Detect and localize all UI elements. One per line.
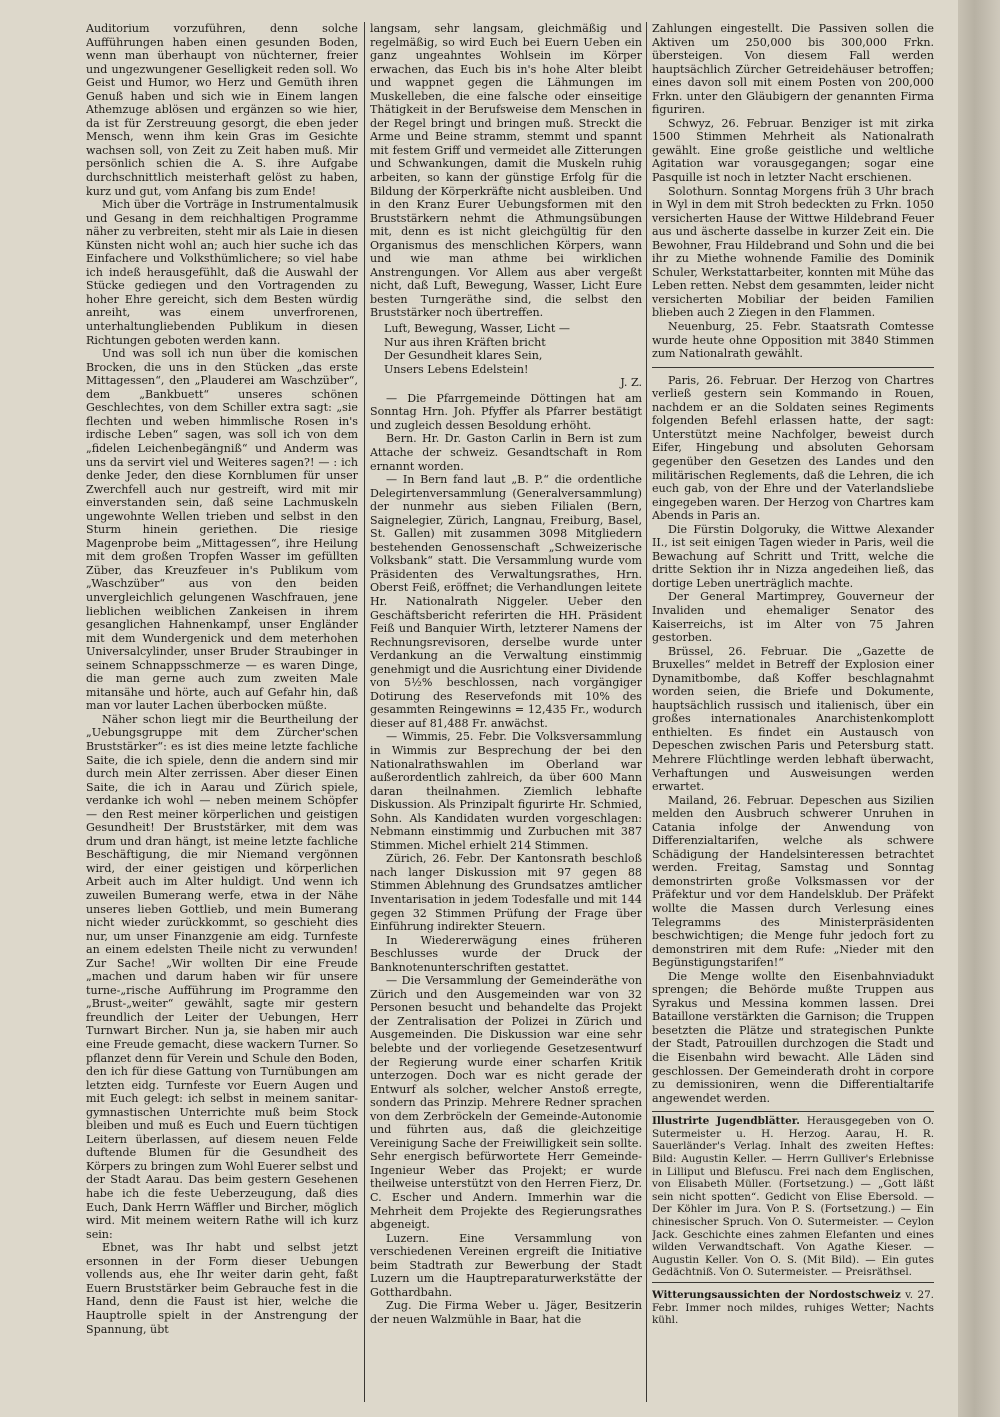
paragraph: Ebnet, was Ihr habt und selbst jetzt ersonnen in der Form dieser Uebungen vollends aus, ehe Ihr weiter darin geht, faßt Euern Bruststärker beim Gebrauche fest in die Hand, denn die Faust ist hier, welche die Hauptrolle spielt in der Anstrengung der Spannung, übt xyxy=(86,1241,358,1336)
poem-line: Der Gesundheit klares Sein, xyxy=(384,349,543,363)
section-divider xyxy=(652,367,934,368)
book-notice-body: Herausgegeben von O. Sutermeister u. H. Herzog. Aarau, H. R. Sauerländer's Verlag. Inhalt des zweiten Heftes: Bild: Augustin Keller. — Herrn Gulliver's Erlebnisse in Lilliput und Blefuscu. Frei nach dem Englischen, von Elisabeth Müller. (Fortsetzung.) — „Gott läßt sein nicht spotten“. Gedicht von Elise Ebersold. — Der Köhler im Jura. Von P. S. (Fortsetzung.) — Ein chinesischer Spruch. Von O. Sutermeister. — Ceylon Jack. Geschichte eines zahmen Elefanten und eines wilden Verwandtschaft. Von Agathe Kieser. — Augustin Keller. Von O. S. (Mit Bild). — Ein gutes Gedächtniß. Von O. Sutermeister. — Preisräthsel. xyxy=(652,1115,934,1279)
paragraph: Zug. Die Firma Weber u. Jäger, Besitzerin der neuen Walzmühle in Baar, hat die xyxy=(370,1299,642,1326)
paragraph: Mailand, 26. Februar. Depeschen aus Sizilien melden den Ausbruch schwerer Unruhen in Catania infolge der Anwendung von Differenzialtarifen, welche als schwere Schädigung der Handelsinteressen betrachtet werden. Freitag, Samstag und Sonntag demonstrirten große Volksmassen vor der Präfektur und vor dem Handelsklub. Der Präfekt wollte die Massen durch Verlesung eines Telegramms des Ministerpräsidenten beschwichtigen; die Menge fuhr jedoch fort zu demonstriren mit dem Rufe: „Nieder mit den Begünstigungstarifen!“ xyxy=(652,793,934,970)
poem-signature: J. Z. xyxy=(620,376,642,390)
paragraph: Mich über die Vorträge in Instrumentalmusik und Gesang in dem reichhaltigen Programme näher zu verbreiten, steht mir als Laie in diesen Künsten nicht wohl an; auch hier suche ich das Einfachere und Volksthümlichere; so viel habe ich indeß herausgefühlt, daß die Auswahl der Stücke gediegen und den Vortragenden zu hoher Ehre gereicht, sich dem Besten würdig anreiht, was einem unverfrorenen, unterhaltungliebenden Publikum in diesen Richtungen geboten werden kann. xyxy=(86,198,358,347)
column-1 xyxy=(86,22,358,1402)
poem-line: Luft, Bewegung, Wasser, Licht — xyxy=(384,322,570,336)
paragraph: — Wimmis, 25. Febr. Die Volksversammlung in Wimmis zur Besprechung der bei den Nationalrathswahlen im Oberland war außerordentlich zahlreich, da über 600 Mann daran theilnahmen. Ziemlich lebhafte Diskussion. Als Prinzipalt figurirte Hr. Schmied, Sohn. Als Kandidaten wurden vorgeschlagen: Nebmann einstimmig und Zurbuchen mit 387 Stimmen. Michel erhielt 214 Stimmen. xyxy=(370,730,642,852)
column-3 xyxy=(652,22,934,1402)
weather-forecast xyxy=(652,1289,934,1327)
paragraph: Neuenburg, 25. Febr. Staatsrath Comtesse wurde heute ohne Opposition mit 3840 Stimmen zum Nationalrath gewählt. xyxy=(652,320,934,361)
paragraph: Brüssel, 26. Februar. Die „Gazette de Bruxelles“ meldet in Betreff der Explosion einer Dynamitbombe, daß Koffer beschlagnahmt worden seien, die Briefe und Dokumente, hauptsächlich russisch und italienisch, über ein großes internationales Anarchistenkomplott enthielten. Es findet ein Austausch von Depeschen zwischen Paris und Petersburg statt. Mehrere Flüchtlinge werden lebhaft überwacht, Verhaftungen und Ausweisungen werden erwartet. xyxy=(652,644,934,794)
weather-body: v. 27. Febr. Immer noch mildes, ruhiges Wetter; Nachts kühl. xyxy=(652,1288,934,1327)
paragraph: — Die Versammlung der Gemeinderäthe von Zürich und den Ausgemeinden war von 32 Personen besucht und behandelte das Projekt der Zentralisation der Polizei in Zürich und Ausgemeinden. Die Diskussion war eine sehr belebte und der vorliegende Gesetzesentwurf der Regierung wurde einer scharfen Kritik unterzogen. Doch war es nicht gerade der Entwurf als solcher, welcher Anstoß erregte, sondern das Prinzip. Mehrere Redner sprachen von dem Zerbröckeln der Gemeinde-Autonomie und führten aus, daß die gleichzeitige Vereinigung Sache der Freiwilligkeit sein sollte. Sehr energisch befürwortete Herr Gemeinde-Ingenieur Weber das Projekt; er wurde theilweise unterstützt von den Herren Fierz, Dr. C. Escher und Andern. Immerhin war die Mehrheit dem Projekte des Regierungsrathes abgeneigt. xyxy=(370,974,642,1232)
paragraph: Auditorium vorzuführen, denn solche Aufführungen haben einen gesunden Boden, wenn man überhaupt von nüchterner, freier und ungezwungener Geselligkeit reden soll. Wo Geist und Humor, wo Herz und Gemüth ihren Genuß haben und sich wie in Einem langen Athemzuge ablösen und ergänzen so wie hier, da ist für Zerstreuung gesorgt, die eben jeder Mensch, wenn ihm kein Gras im Gesichte wachsen soll, von Zeit zu Zeit haben muß. Mir persönlich schien die A. S. ihre Aufgabe durchschnittlich meisterhaft gelöst zu haben, kurz und gut, vom Anfang bis zum Ende! xyxy=(86,22,358,198)
poem-line: Unsers Lebens Edelstein! xyxy=(384,362,529,376)
paragraph: Zürich, 26. Febr. Der Kantonsrath beschloß nach langer Diskussion mit 97 gegen 88 Stimmen Ablehnung des Grundsatzes amtlicher Inventarisation in jedem Todesfalle und mit 144 gegen 32 Stimmen Prüfung der Frage über Einführung indirekter Steuern. xyxy=(370,852,642,934)
paragraph: Zahlungen eingestellt. Die Passiven sollen die Aktiven um 250,000 bis 300,000 Frkn. übersteigen. Von diesem Fall werden hauptsächlich Zürcher Getreidehäuser betroffen; eines davon soll mit einem Posten von 200,000 Frkn. unter den Gläubigern der genannten Firma figuriren. xyxy=(652,22,934,117)
book-notice-title: Illustrirte Jugendblätter. xyxy=(652,1115,800,1128)
paragraph: Die Fürstin Dolgoruky, die Wittwe Alexander II., ist seit einigen Tagen wieder in Paris, weil die Bewachung auf Schritt und Tritt, welche die dritte Sektion ihr in Nizza angedeihen ließ, das dortige Leben unerträglich machte. xyxy=(652,522,934,590)
paragraph: Luzern. Eine Versammlung von verschiedenen Vereinen ergreift die Initiative beim Stadtrath zur Bewerbung der Stadt Luzern um die Hauptreparaturwerkstätte der Gotthardbahn. xyxy=(370,1231,642,1299)
column-2 xyxy=(370,22,642,1402)
paragraph: Solothurn. Sonntag Morgens früh 3 Uhr brach in Wyl in dem mit Stroh bedeckten zu Frkn. 1050 versicherten Hause der Wittwe Hildebrand Feuer aus und äscherte dasselbe in kurzer Zeit ein. Die Bewohner, Frau Hildebrand und Sohn und die bei ihr zu Miethe wohnende Familie des Dominik Schuler, Werkstattarbeiter, konnten mit Mühe das Leben retten. Nebst dem gesammten, leider nicht versicherten Mobiliar der beiden Familien blieben auch 2 Ziegen in den Flammen. xyxy=(652,184,934,320)
book-notice xyxy=(652,1111,934,1283)
poem xyxy=(384,322,642,390)
paragraph: Die Menge wollte den Eisenbahnviadukt sprengen; die Behörde mußte Truppen aus Syrakus und Messina kommen lassen. Drei Bataillone verstärkten die Garnison; die Truppen besetzten die Plätze und strategischen Punkte der Stadt, Patrouillen durchzogen die Stadt und die Eisenbahn wird bewacht. Alle Läden sind geschlossen. Der Gemeinderath droht in corpore zu demissioniren, wenn die Differentialtarife angewendet werden. xyxy=(652,969,934,1105)
paragraph: Der General Martimprey, Gouverneur der Invaliden und ehemaliger Senator des Kaiserreichs, ist im Alter von 75 Jahren gestorben. xyxy=(652,590,934,645)
poem-line: Nur aus ihren Kräften bricht xyxy=(384,335,546,349)
column-rule-right xyxy=(646,22,647,1402)
paragraph: — In Bern fand laut „B. P.“ die ordentliche Delegirtenversammlung (Generalversammlung) der nunmehr aus sieben Filialen (Bern, Saignelegier, Zürich, Langnau, Freiburg, Basel, St. Gallen) mit zusammen 3098 Mitgliedern bestehenden Genossenschaft „Schweizerische Volksbank“ statt. Die Versammlung wurde vom Präsidenten des Verwaltungsrathes, Hrn. Oberst Feiß, eröffnet; die Verhandlungen leitete Hr. Nationalrath Niggeler. Ueber den Geschäftsbericht referirten die HH. Präsident Feiß und Banquier Wirth, letzterer Namens der Rechnungsrevisoren, derselbe wurde unter Verdankung an die Verwaltung einstimmig genehmigt und die Ausrichtung einer Dividende von 5½% beschlossen, nach vorgängiger Dotirung des Reservefonds mit 10% des gesammten Reingewinns = 12,435 Fr., wodurch dieser auf 81,488 Fr. anwächst. xyxy=(370,473,642,730)
paragraph: Paris, 26. Februar. Der Herzog von Chartres verließ gestern sein Kommando in Rouen, nachdem er an die Soldaten seines Regiments folgenden Befehl erlassen hatte, der sagt: Unterstützt meine Nachfolger, beweist durch Eifer, Hingebung und absoluten Gehorsam gegenüber den Gesetzen des Landes und den militärischen Reglements, daß die Lehren, die ich euch gab, von der Ehre und der Vaterlandsliebe eingegeben waren. Der Herzog von Chartres kam Abends in Paris an. xyxy=(652,373,934,523)
weather-title: Witterungsaussichten der Nordostschweiz xyxy=(652,1288,901,1301)
paragraph: Näher schon liegt mir die Beurtheilung der „Uebungsgruppe mit dem Zürcher'schen Bruststärker“: es ist dies meine letzte fachliche Saite, die ich spiele, denn die andern sind mir durch mein Alter zerrissen. Aber dieser Einen Saite, die ich in Aarau und Zürich spiele, verdanke ich wohl — neben meinem Schöpfer — den Rest meiner körperlichen und geistigen Gesundheit! Der Bruststärker, mit dem was drum und dran hängt, ist meine letzte fachliche Beschäftigung, die mir Niemand vergönnen wird, der einer geistigen und körperlichen Arbeit auch im Alter huldigt. Und wenn ich zuweilen Bumerang werfe, etwa in der Nähe unseres lieben Gottlieb, und mein Bumerang nicht wieder zurückkommt, so geschieht dies nur, um unser Finanzgenie am eidg. Turnfeste an einem edelsten Theile nicht zu verwunden! Zur Sache! „Wir wollten Dir eine Freude „machen und darum haben wir für unsere turne-„rische Aufführung im Programme den „Brust-„weiter“ gewählt, sagte mir gestern freundlich der Leiter der Uebungen, Herr Turnwart Bircher. Nun ja, sie haben mir auch eine Freude gemacht, diese wackern Turner. So pflanzet denn für Verein und Schule den Boden, den ich für diese Gattung von Turnübungen am letzten eidg. Turnfeste vor Euern Augen und mit Euch gelegt: ich selbst in meinem sanitar-gymnastischen Unterrichte muß beim Stock bleiben und muß es Euch und Euern tüchtigen Leitern überlassen, auf diesem neuen Felde duftende Blumen für die Gesundheit des Körpers zu bringen zum Wohl Euerer selbst und der Stadt Aarau. Das beim gestern Gesehenen habe ich die feste Ueberzeugung, daß dies Euch, Dank Herrn Wäffler und Bircher, möglich wird. Mit meinem weitern Rathe will ich kurz sein: xyxy=(86,712,358,1241)
paragraph: Schwyz, 26. Februar. Benziger ist mit zirka 1500 Stimmen Mehrheit als Nationalrath gewählt. Eine große geistliche und weltliche Agitation war vorausgegangen; sogar eine Pasquille ist noch in letzter Nacht erschienen. xyxy=(652,116,934,185)
paragraph: Bern. Hr. Dr. Gaston Carlin in Bern ist zum Attache der schweiz. Gesandtschaft in Rom ernannt worden. xyxy=(370,432,642,473)
paragraph: langsam, sehr langsam, gleichmäßig und regelmäßig, so wird Euch bei Euern Ueben ein ganz ungeahntes Wohlsein im Körper erwachen, das Euch bis in's hohe Alter bleibt und wappnet gegen die Lähmungen im Muskelleben, die eine falsche oder einseitige Thätigkeit in der Berufsweise dem Menschen in der Regel bringt und bringen muß. Streckt die Arme und Beine stramm, stemmt und spannt mit festem Griff und vermeidet alle Zitterungen und Schwankungen, damit die Muskeln ruhig arbeiten, so kann der günstige Erfolg für die Bildung der Körperkräfte nicht ausbleiben. Und in den Kranz Eurer Uebungsformen mit den Bruststärkern nehmt die Athmungsübungen mit, denn es ist nicht gleichgültig für den Organismus des menschlichen Körpers, wann und wie man athme bei wirklichen Anstrengungen. Vor Allem aus aber vergeßt nicht, daß Luft, Bewegung, Wasser, Licht Eure besten Turngeräthe sind, die selbst den Bruststärker noch übertreffen. xyxy=(370,22,642,320)
paragraph: In Wiedererwägung eines früheren Beschlusses wurde der Druck der Banknotenunterschriften gestattet. xyxy=(370,933,642,974)
paragraph: Und was soll ich nun über die komischen Brocken, die uns in den Stücken „das erste Mittagessen“, den „Plauderei am Waschzüber“, dem „Bankbuett“ unseres schönen Geschlechtes, von dem Schiller extra sagt: „sie flechten und weben himmlische Rosen in's irdische Leben“ sagen, was soll ich von dem „fidelen Leichenbegängniß“ und Anderm was uns da servirt viel und Weiteres sagen?! — : ich denke Jeder, den diese Kornblumen für unser Zwerchfell auch nur gestreift, wird mit mir einverstanden sein, daß seine Lachmuskeln ungewohnte Wellen trieben und selbst in den Sturm hinein geriethen. Die riesige Magenprobe beim „Mittagessen“, ihre Heilung mit dem großen Tropfen Wasser im gefüllten Züber, das Kreuzfeuer in's Publikum vom „Waschzüber“ aus von den beiden unvergleichlich gelungenen Waschfrauen, jene lieblichen weiblichen Zankeisen in ihrem gesanglichen Hahnenkampf, unser Engländer mit dem Wundergenick und dem meterhohen Universalcylinder, unser Bruder Straubinger in seinem Schnappsschmerze — es waren Dinge, die man gerne auch zum zweiten Male mitansähe und hörte, auch auf Gefahr hin, daß man vor lauter Lachen überbocken müßte. xyxy=(86,347,358,713)
page-edge-shadow xyxy=(958,0,1000,1417)
paragraph: — Die Pfarrgemeinde Döttingen hat am Sonntag Hrn. Joh. Pfyffer als Pfarrer bestätigt und zugleich dessen Besoldung erhöht. xyxy=(370,391,642,432)
column-rule-left xyxy=(364,22,365,1402)
